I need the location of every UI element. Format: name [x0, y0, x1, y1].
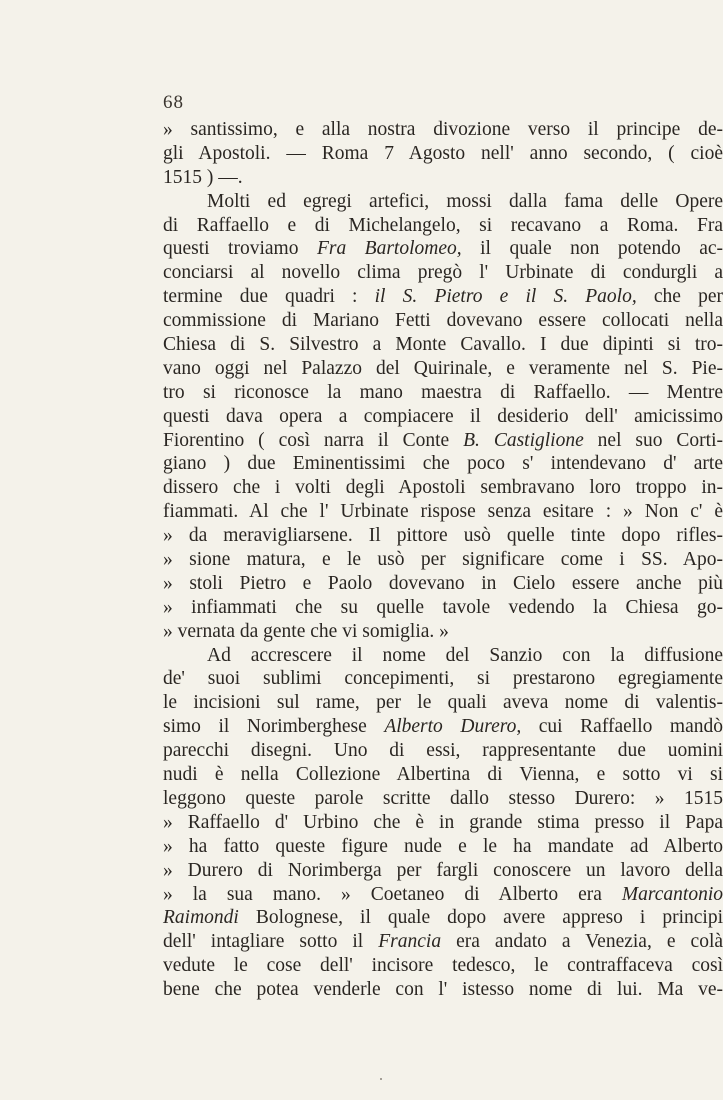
text-run: dell' intagliare sotto il: [163, 931, 364, 953]
text-line: [163, 883, 723, 907]
text-line: [163, 285, 723, 309]
paragraph-start-line: Ad accrescere il nome del Sanzio con la diffusione: [207, 644, 723, 666]
quote-line: » sione matura, e le usò per significare come i SS. Apo-: [163, 549, 723, 571]
quote-line: » da meravigliarsene. Il pittore usò quelle tinte dopo rifles-: [163, 525, 723, 547]
text-line: leggono queste parole scritte dallo stesso Durero: » 1515: [163, 787, 723, 809]
text-line: dissero che i volti degli Apostoli sembravano loro troppo in-: [163, 477, 723, 499]
text-line: commissione di Mariano Fetti dovevano essere collocati nella: [163, 310, 723, 332]
text-line: giano ) due Eminentissimi che poco s' intendevano d' arte: [163, 453, 723, 475]
text-run: il quale non potendo ac-: [480, 238, 723, 260]
text-line: fiammati. Al che l' Urbinate rispose senza esitare : » Non c' è: [163, 501, 723, 523]
paragraph-start-line: Molti ed egregi artefici, mossi dalla fama delle Opere: [207, 190, 723, 212]
quote-line: » infiammati che su quelle tavole vedendo la Chiesa go-: [163, 596, 723, 618]
italic-name: Raimondi: [163, 907, 239, 929]
italic-name: B. Castiglione: [463, 429, 584, 451]
text-run: simo il Norimberghese: [163, 716, 367, 738]
quote-line: » Raffaello d' Urbino che è in grande stima presso il Papa: [163, 811, 723, 833]
text-run: » la sua mano. » Coetaneo di Alberto era: [163, 883, 602, 905]
text-line: Chiesa di S. Silvestro a Monte Cavallo. I due dipinti si tro-: [163, 334, 723, 356]
text-line: conciarsi al novello clima pregò l' Urbinate di condurgli a: [163, 262, 723, 284]
text-line: vedute le cose dell' incisore tedesco, le contraffaceva così: [163, 955, 723, 977]
text-line: nudi è nella Collezione Albertina di Vienna, e sotto vi si: [163, 764, 723, 786]
italic-title: il S. Pietro e il S. Paolo,: [374, 286, 637, 308]
text-line: questi dava opera a compiacere il desiderio dell' amicissimo: [163, 405, 723, 427]
text-line: di Raffaello e di Michelangelo, si recavano a Roma. Fra: [163, 214, 723, 236]
text-run: che per: [653, 286, 723, 308]
text-run: termine due quadri :: [163, 286, 358, 308]
text-line: » santissimo, e alla nostra divozione verso il principe de-: [163, 119, 723, 140]
page-number: 68: [163, 92, 184, 113]
printed-dot: [380, 1078, 382, 1080]
text-run: nel suo Corti-: [597, 429, 723, 451]
text-line: [163, 930, 723, 954]
text-line: vano oggi nel Palazzo del Quirinale, e veramente nel S. Pie-: [163, 357, 723, 379]
italic-name: Francia: [378, 931, 442, 953]
text-line: [163, 715, 723, 739]
text-run: cui Raffaello mandò: [538, 716, 723, 738]
italic-name: Fra Bartolomeo,: [316, 238, 462, 260]
text-line: 1515 ) —.: [163, 166, 243, 188]
quote-line: » vernata da gente che vi somiglia. »: [163, 620, 449, 642]
text-run: Fiorentino ( così narra il Conte: [163, 429, 450, 451]
body-text: [163, 118, 723, 1002]
quote-line: » stoli Pietro e Paolo dovevano in Cielo essere anche più: [163, 572, 723, 594]
text-line: [163, 906, 723, 930]
text-line: gli Apostoli. — Roma 7 Agosto nell' anno secondo, ( cioè: [163, 142, 723, 164]
text-run: Bolognese, il quale dopo avere appreso i principi: [255, 907, 723, 929]
text-line: bene che potea venderle con l' istesso nome di lui. Ma ve-: [163, 979, 723, 1001]
italic-name: Marcantonio: [621, 883, 723, 905]
text-run: questi troviamo: [163, 238, 299, 260]
text-line: [163, 429, 723, 453]
italic-name: Alberto Durero,: [384, 716, 522, 738]
quote-line: » Durero di Norimberga per fargli conoscere un lavoro della: [163, 859, 723, 881]
text-line: parecchi disegni. Uno di essi, rappresentante due uomini: [163, 740, 723, 762]
text-run: era andato a Venezia, e colà: [456, 931, 723, 953]
quote-line: » ha fatto queste figure nude e le ha mandate ad Alberto: [163, 835, 723, 857]
text-line: tro si riconosce la mano maestra di Raffaello. — Mentre: [163, 381, 723, 403]
text-line: le incisioni sul rame, per le quali aveva nome di valentis-: [163, 692, 723, 714]
text-line: [163, 237, 723, 261]
text-line: de' suoi sublimi concepimenti, si prestarono egregiamente: [163, 668, 723, 690]
